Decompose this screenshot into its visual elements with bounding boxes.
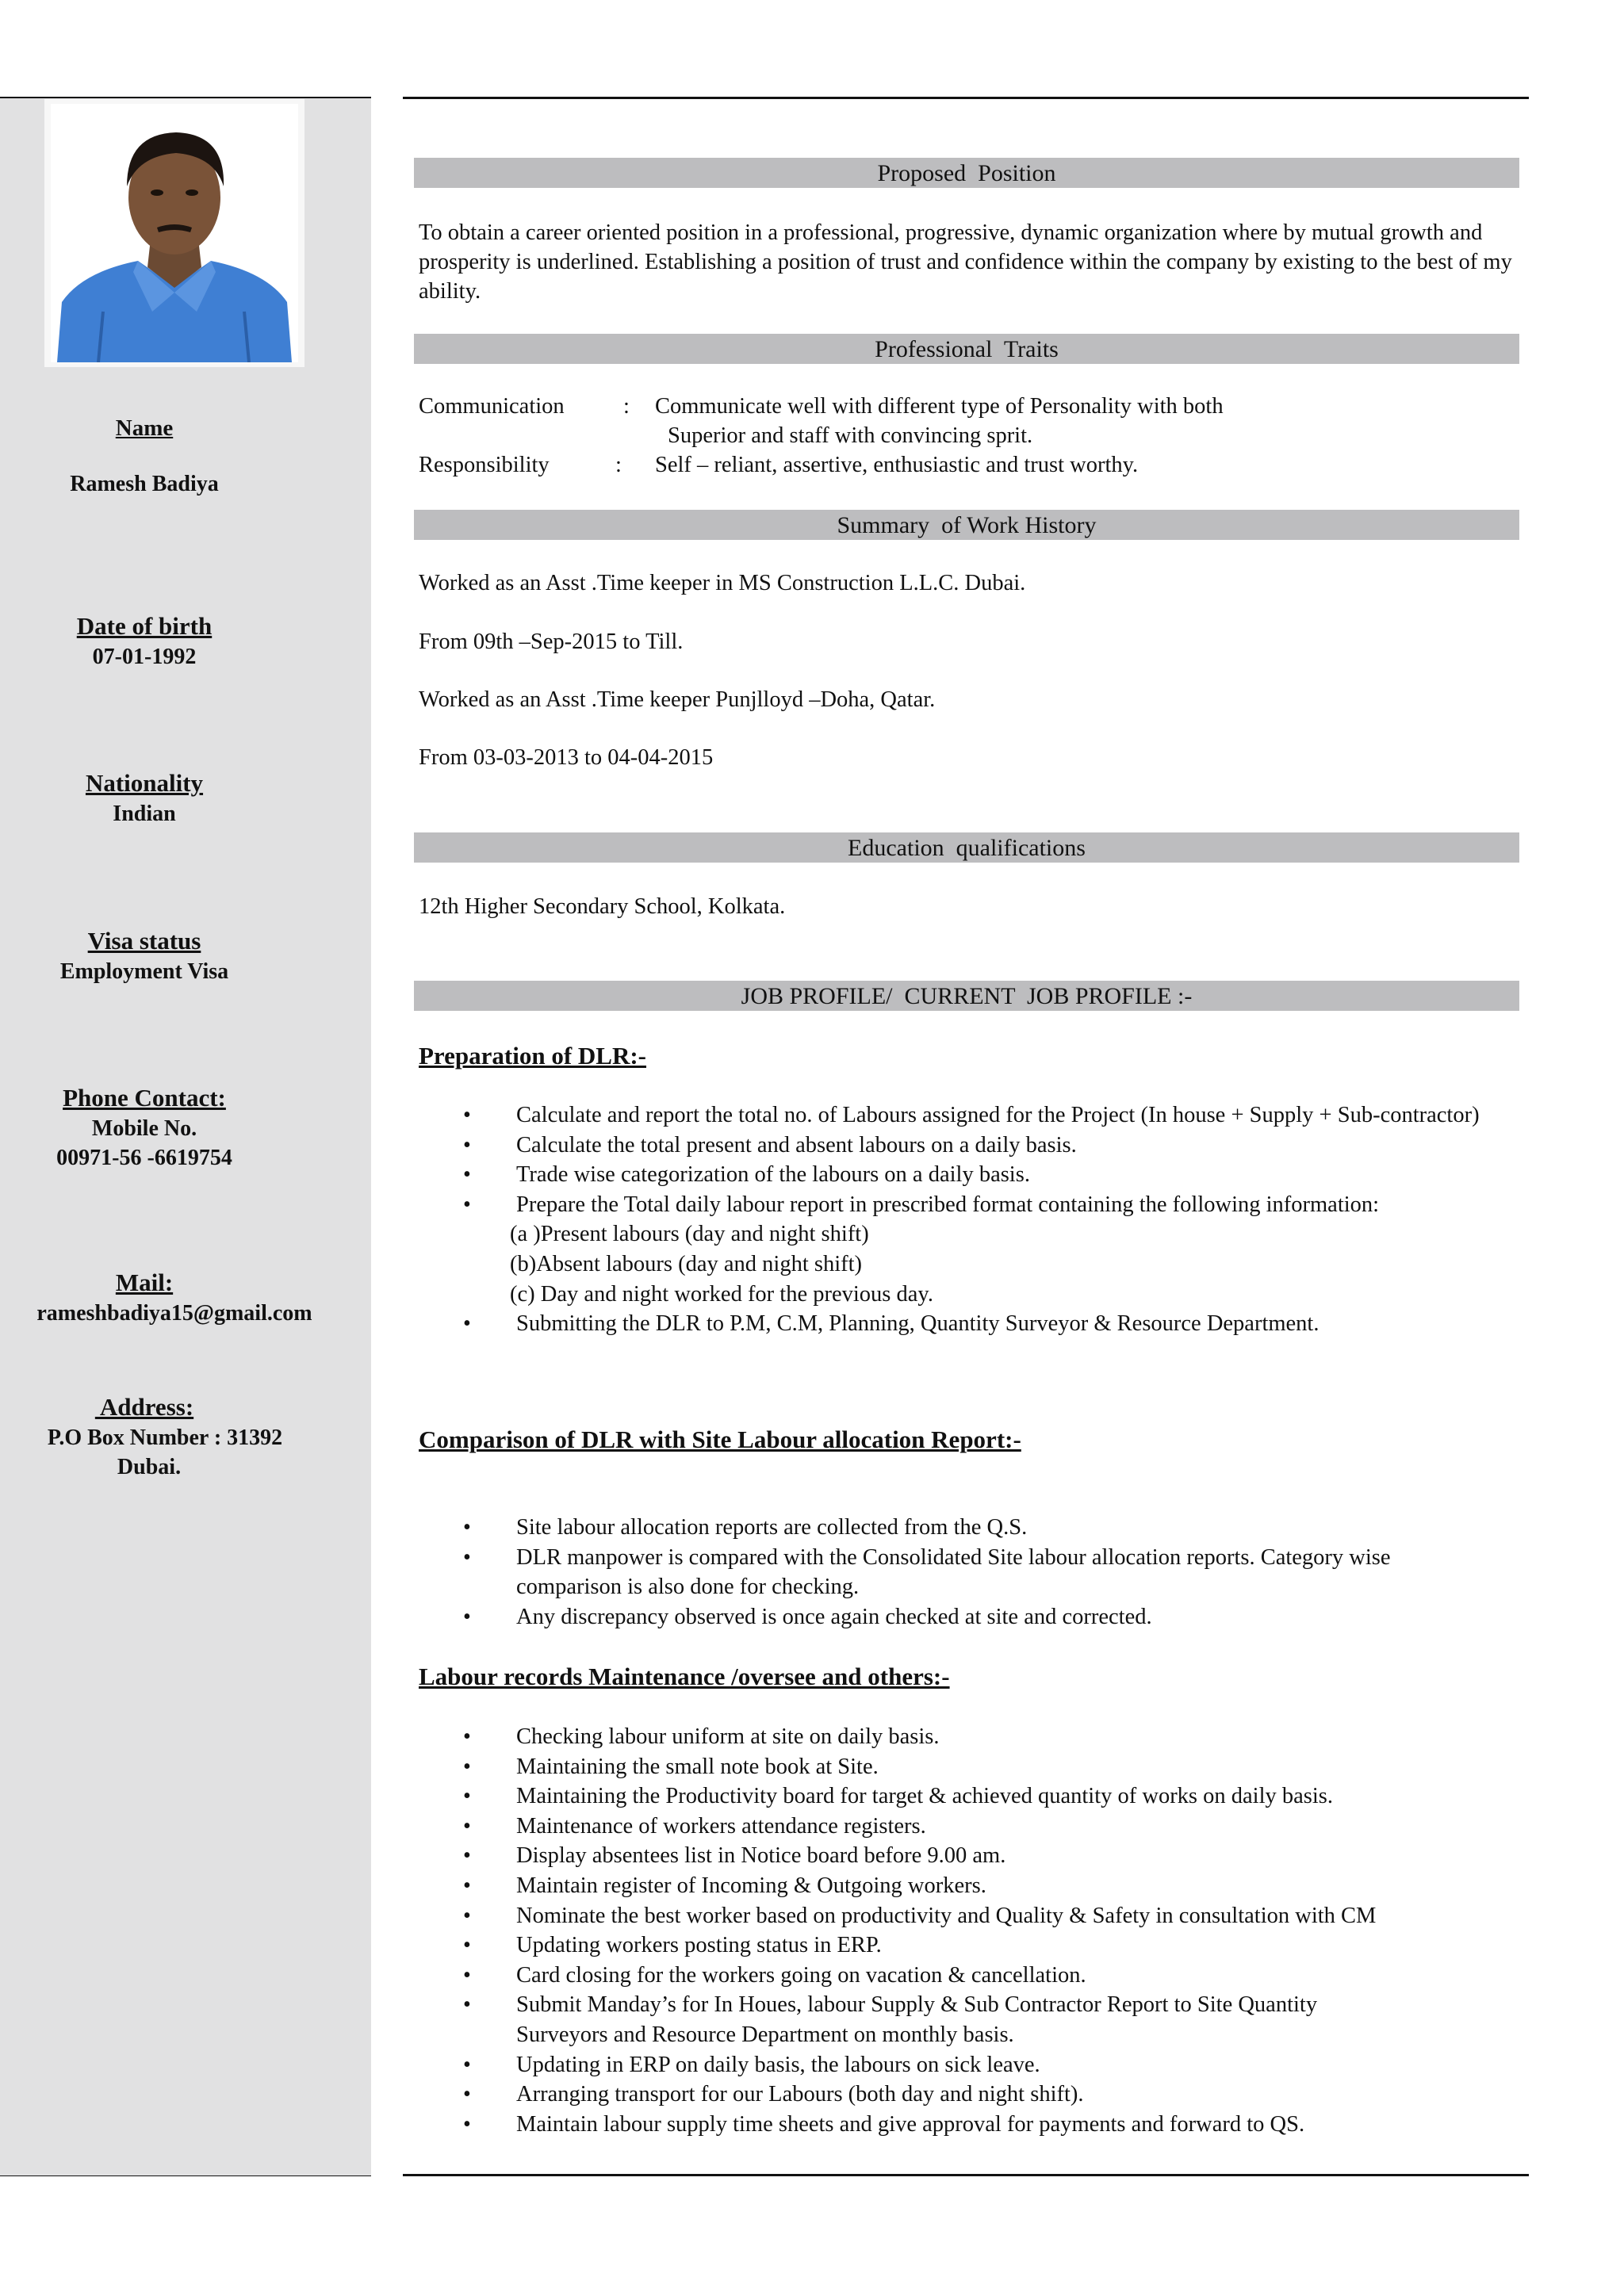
education-heading: Education qualifications <box>414 832 1519 863</box>
mobile-label: Mobile No. <box>91 1116 197 1141</box>
list-item: • DLR manpower is compared with the Consolidated Site labour allocation reports. Category wise comparison is also done for checking. <box>419 1543 1513 1602</box>
work-line-4: From 03-03-2013 to 04-04-2015 <box>419 745 714 770</box>
name-label: Name <box>115 415 174 441</box>
list-item: • Site labour allocation reports are collected from the Q.S. <box>419 1513 1513 1543</box>
nationality-value: Indian <box>113 802 176 826</box>
labour-list <box>419 1722 1513 2139</box>
work-line-3: Worked as an Asst .Time keeper Punjlloyd –Doha, Qatar. <box>419 687 936 712</box>
nationality-label: Nationality <box>85 769 204 797</box>
mail-label: Mail: <box>115 1269 174 1296</box>
list-item: • Maintain register of Incoming & Outgoing workers. <box>419 1871 1513 1901</box>
list-item: • Display absentees list in Notice board before 9.00 am. <box>419 1841 1513 1871</box>
dob-label: Date of birth <box>76 612 213 640</box>
list-item: • Maintaining the small note book at Site. <box>419 1752 1513 1782</box>
list-item: • Maintain labour supply time sheets and give approval for payments and forward to QS. <box>419 2110 1513 2140</box>
list-item: • Updating workers posting status in ERP. <box>419 1931 1513 1961</box>
dlr-title: Preparation of DLR:- <box>419 1042 646 1070</box>
list-subitem: (b)Absent labours (day and night shift) <box>510 1251 863 1276</box>
trait-colon: : <box>615 453 622 477</box>
work-line-1: Worked as an Asst .Time keeper in MS Construction L.L.C. Dubai. <box>419 571 1026 595</box>
trait-desc: Self – reliant, assertive, enthusiastic and trust worthy. <box>655 453 1139 477</box>
professional-traits-heading: Professional Traits <box>414 334 1519 364</box>
top-rule-right <box>403 97 1529 99</box>
trait-name: Responsibility <box>419 453 550 477</box>
list-item: • Maintaining the Productivity board for target & achieved quantity of works on daily basis. <box>419 1781 1513 1812</box>
list-subitem: (a )Present labours (day and night shift) <box>510 1222 869 1247</box>
list-item: • Submit Manday’s for In Houes, labour Supply & Sub Contractor Report to Site Quantity Surveyors and Resource Department on monthly basis. <box>419 1990 1513 2049</box>
dob-value: 07-01-1992 <box>92 645 197 669</box>
labour-title: Labour records Maintenance /oversee and others:- <box>419 1663 950 1690</box>
profile-photo <box>44 99 304 367</box>
comparison-list <box>419 1513 1513 1632</box>
list-item: • Card closing for the workers going on vacation & cancellation. <box>419 1961 1513 1991</box>
address-line-1: P.O Box Number : 31392 <box>47 1425 283 1450</box>
mail-field <box>0 1267 312 1328</box>
visa-field <box>0 925 289 986</box>
list-item: • Arranging transport for our Labours (both day and night shift). <box>419 2080 1513 2110</box>
visa-value: Employment Visa <box>59 959 229 984</box>
proposed-position-heading: Proposed Position <box>414 158 1519 188</box>
list-item: • Calculate and report the total no. of Labours assigned for the Project (In house + Supply + Sub-contractor) <box>419 1100 1513 1131</box>
list-item: • Any discrepancy observed is once again checked at site and corrected. <box>419 1602 1513 1632</box>
list-item: • Maintenance of workers attendance registers. <box>419 1812 1513 1842</box>
job-profile-heading: JOB PROFILE/ CURRENT JOB PROFILE :- <box>414 981 1519 1011</box>
work-line-2: From 09th –Sep-2015 to Till. <box>419 629 684 654</box>
bottom-rule-right <box>403 2174 1529 2176</box>
comparison-title: Comparison of DLR with Site Labour allocation Report:- <box>419 1425 1021 1453</box>
dlr-list <box>419 1100 1513 1339</box>
address-line-2: Dubai. <box>117 1455 182 1479</box>
trait-desc: Communicate well with different type of Personality with both <box>655 394 1224 419</box>
work-history-heading: Summary of Work History <box>414 510 1519 540</box>
list-item: • Trade wise categorization of the labours on a daily basis. <box>419 1160 1513 1190</box>
name-value: Ramesh Badiya <box>70 472 219 496</box>
nationality-field <box>0 767 289 828</box>
proposed-position-text: To obtain a career oriented position in a professional, progressive, dynamic organization where by mutual growth and prosperity is underlined. Establishing a position of trust and confidence within the company by existing to the best of my ability. <box>419 220 1512 304</box>
list-item: • Submitting the DLR to P.M, C.M, Planning, Quantity Surveyor & Resource Department. <box>419 1309 1513 1339</box>
list-item: • Nominate the best worker based on productivity and Quality & Safety in consultation with CM <box>419 1901 1513 1931</box>
address-label: Address: <box>94 1393 194 1421</box>
trait-name: Communication <box>419 394 565 419</box>
phone-label: Phone Contact: <box>63 1084 226 1112</box>
list-item: • Updating in ERP on daily basis, the labours on sick leave. <box>419 2050 1513 2080</box>
dob-field <box>0 610 289 672</box>
list-subitem: (c) Day and night worked for the previous day. <box>510 1281 933 1307</box>
visa-label: Visa status <box>87 927 201 955</box>
list-item: • Calculate the total present and absent labours on a daily basis. <box>419 1131 1513 1161</box>
trait-colon: : <box>623 394 630 419</box>
education-line: 12th Higher Secondary School, Kolkata. <box>419 894 786 919</box>
name-field <box>0 412 289 499</box>
trait-desc-continued: Superior and staff with convincing sprit. <box>668 423 1033 448</box>
mobile-value: 00971-56 -6619754 <box>56 1146 232 1170</box>
list-item: • Checking labour uniform at site on daily basis. <box>419 1722 1513 1752</box>
phone-field <box>0 1082 289 1173</box>
list-item: • Prepare the Total daily labour report in prescribed format containing the following information: <box>419 1190 1513 1220</box>
address-field <box>0 1391 289 1482</box>
mail-value: rameshbadiya15@gmail.com <box>36 1301 312 1326</box>
